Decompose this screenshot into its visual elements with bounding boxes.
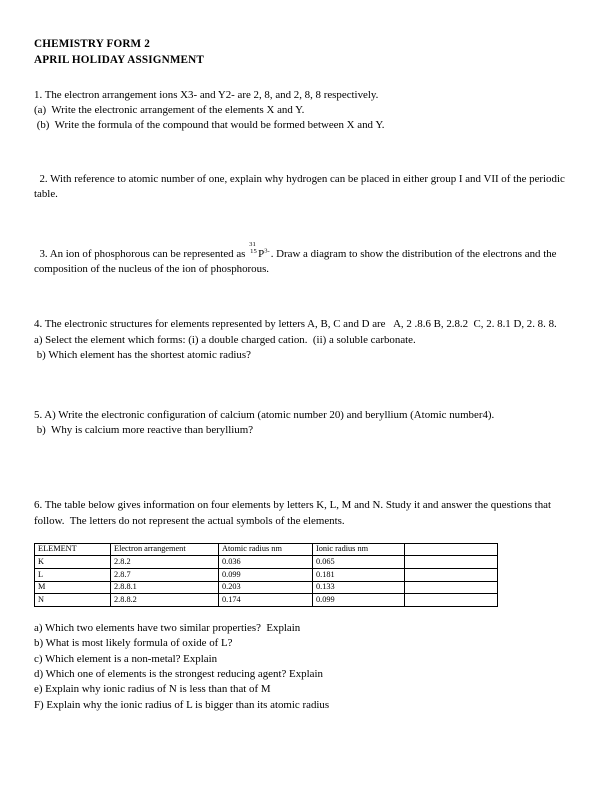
heading-line-subject: CHEMISTRY FORM 2 — [34, 38, 150, 50]
question-5 — [34, 408, 579, 438]
table-header-electron-arrangement: Electron arrangement — [111, 543, 219, 556]
question-3-prefix: 3. An ion of phosphorous can be represented as — [34, 248, 249, 261]
question-4-part-a: a) Select the element which forms: (i) a double charged cation. (ii) a soluble carbonate. — [34, 333, 416, 346]
question-1 — [34, 88, 579, 134]
element-data-table — [34, 543, 498, 607]
table-header-blank — [405, 543, 498, 556]
document-heading — [34, 36, 579, 68]
question-4-part-b: b) Which element has the shortest atomic radius? — [34, 348, 251, 361]
cell-electron-arrangement: 2.8.8.2 — [111, 594, 219, 607]
question-6-part-f: F) Explain why the ionic radius of L is bigger than its atomic radius — [34, 698, 330, 711]
question-1-part-a: (a) Write the electronic arrangement of the elements X and Y. — [34, 104, 305, 117]
cell-electron-arrangement: 2.8.2 — [111, 556, 219, 569]
cell-element: M — [35, 581, 111, 594]
table-row — [35, 594, 498, 607]
table-row — [35, 556, 498, 569]
isotope-notation-phosphorus — [249, 241, 270, 262]
cell-blank — [405, 581, 498, 594]
cell-ionic-radius: 0.065 — [313, 556, 405, 569]
table-header-ionic-radius: Ionic radius nm — [313, 543, 405, 556]
question-6-part-e: e) Explain why ionic radius of N is less than that of M — [34, 683, 271, 696]
question-4 — [34, 317, 579, 363]
question-5-part-a: 5. A) Write the electronic configuration of calcium (atomic number 20) and beryllium (Atomic number4). — [34, 409, 495, 422]
cell-blank — [405, 556, 498, 569]
cell-ionic-radius: 0.181 — [313, 569, 405, 582]
cell-blank — [405, 569, 498, 582]
isotope-atomic-number: 15 — [250, 247, 257, 255]
cell-atomic-radius: 0.036 — [219, 556, 313, 569]
isotope-charge: 3- — [264, 247, 270, 255]
table-header-row — [35, 543, 498, 556]
question-6-stem: 6. The table below gives information on four elements by letters K, L, M and N. Study it and answer the questions that follow. The letters do not represent the actual symbols of the elements. — [34, 499, 554, 527]
isotope-symbol: P — [258, 248, 265, 261]
question-1-stem: 1. The electron arrangement ions X3- and Y2- are 2, 8, and 2, 8, 8 respectively. — [34, 89, 379, 101]
cell-electron-arrangement: 2.8.8.1 — [111, 581, 219, 594]
cell-element: L — [35, 569, 111, 582]
question-6 — [34, 498, 579, 528]
cell-blank — [405, 594, 498, 607]
isotope-numbers — [249, 241, 258, 257]
question-2-stem: 2. With reference to atomic number of one, explain why hydrogen can be placed in either group I and VII of the periodic table. — [34, 172, 568, 200]
question-6-part-d: d) Which one of elements is the strongest reducing agent? Explain — [34, 668, 323, 681]
question-6-part-a: a) Which two elements have two similar properties? Explain — [34, 621, 301, 634]
cell-atomic-radius: 0.099 — [219, 569, 313, 582]
question-3-stem — [34, 241, 579, 277]
question-5-part-b: b) Why is calcium more reactive than beryllium? — [34, 424, 254, 437]
element-data-table-wrapper — [34, 543, 579, 607]
table-header-element: ELEMENT — [35, 543, 111, 556]
document-body — [34, 36, 579, 713]
cell-atomic-radius: 0.203 — [219, 581, 313, 594]
cell-ionic-radius: 0.133 — [313, 581, 405, 594]
question-6-part-c: c) Which element is a non-metal? Explain — [34, 652, 218, 665]
question-6-part-b: b) What is most likely formula of oxide of L? — [34, 637, 233, 650]
table-row — [35, 569, 498, 582]
table-row — [35, 581, 498, 594]
cell-electron-arrangement: 2.8.7 — [111, 569, 219, 582]
question-6-subquestions — [34, 621, 579, 713]
question-2 — [34, 172, 579, 202]
cell-ionic-radius: 0.099 — [313, 594, 405, 607]
cell-element: K — [35, 556, 111, 569]
question-3 — [34, 241, 579, 277]
question-1-part-b: (b) Write the formula of the compound that would be formed between X and Y. — [34, 119, 385, 132]
cell-atomic-radius: 0.174 — [219, 594, 313, 607]
question-3-suffix: . Draw a diagram to show the distribution of the electrons and the composition of the nucleus of the ion of phosphorous. — [34, 248, 560, 276]
question-4-stem: 4. The electronic structures for elements represented by letters A, B, C and D are A, 2 .8.6 B, 2.8.2 C, 2. 8.1 D, 2. 8. 8. — [34, 318, 557, 331]
heading-line-assignment: APRIL HOLIDAY ASSIGNMENT — [34, 54, 205, 66]
cell-element: N — [35, 594, 111, 607]
table-header-atomic-radius: Atomic radius nm — [219, 543, 313, 556]
isotope-mass-number: 31 — [249, 241, 256, 249]
